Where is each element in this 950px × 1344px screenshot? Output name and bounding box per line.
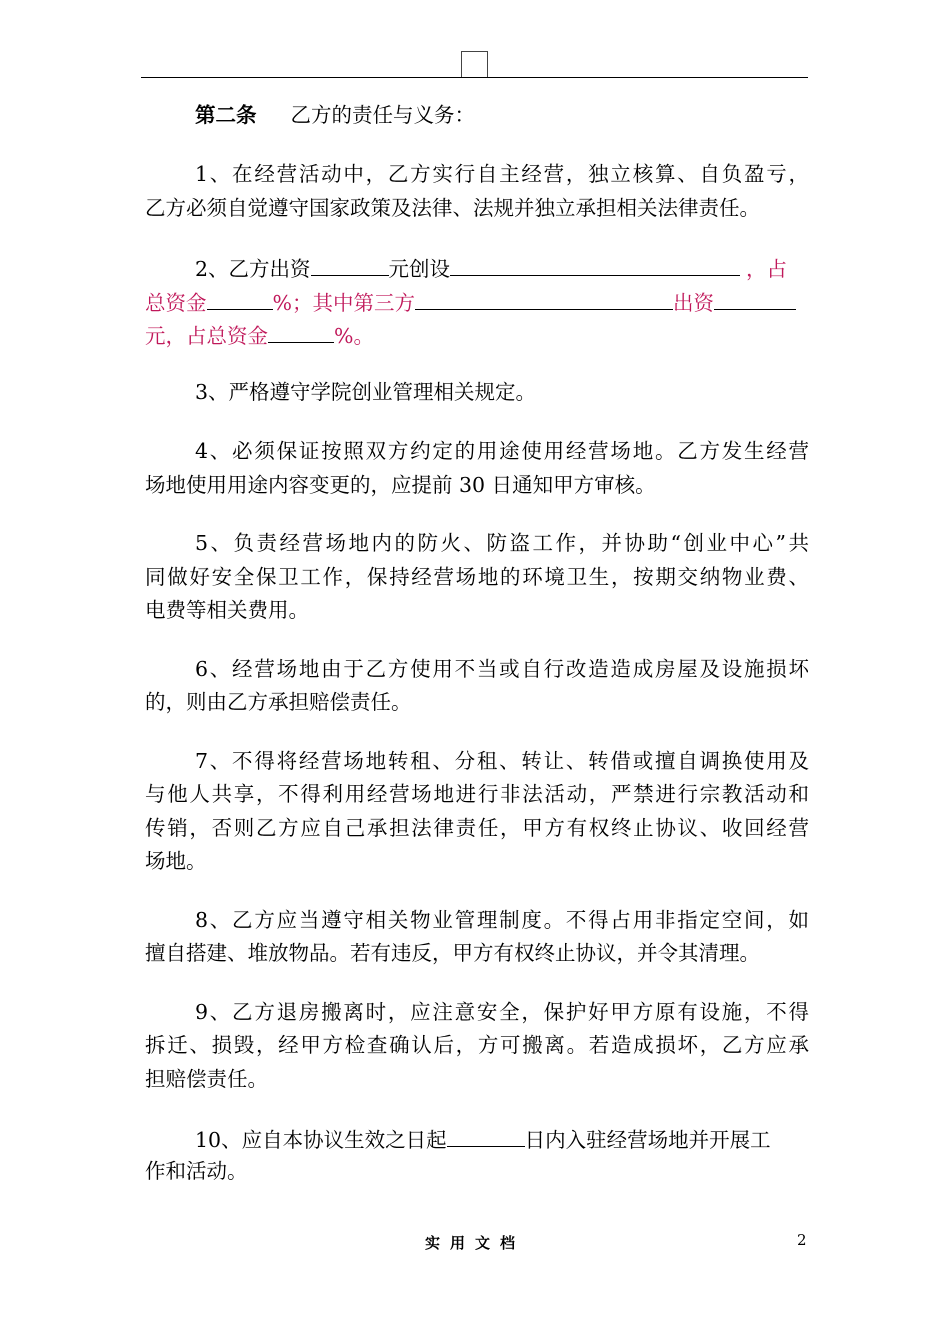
- clause-2-line-3: [145, 320, 374, 350]
- page-number: 2: [797, 1231, 807, 1249]
- clause-7-line-2: 与他人共享，不得利用经营场地进行非法活动，严禁进行宗教活动和: [145, 782, 809, 806]
- clause-9-line-1: 9、乙方退房搬离时，应注意安全，保护好甲方原有设施，不得: [195, 1000, 809, 1024]
- third-party-name-blank[interactable]: [415, 287, 673, 310]
- clause-10-text: 日内入驻经营场地并开展工: [524, 1128, 771, 1152]
- clause-1-line-1: 1、在经营活动中，乙方实行自主经营，独立核算、自负盈亏，: [195, 162, 809, 186]
- clause-2-red-text: 出资: [672, 291, 714, 315]
- clause-3-line-1: 3、严格遵守学院创业管理相关规定。: [195, 380, 537, 404]
- clause-2-red-text: 总资金: [145, 291, 207, 315]
- clause-7-line-3: 传销，否则乙方应自己承担法律责任，甲方有权终止协议、收回经营: [145, 816, 809, 840]
- investment-amount-blank[interactable]: [311, 253, 389, 276]
- clause-7-line-4: 场地。: [145, 849, 207, 873]
- clause-4-line-2: 场地使用用途内容变更的，应提前 30 日通知甲方审核。: [145, 473, 656, 497]
- clause-6-line-2: 的，则由乙方承担赔偿责任。: [145, 690, 412, 714]
- clause-7-line-1: 7、不得将经营场地转租、分租、转让、转借或擅自调换使用及: [195, 749, 809, 773]
- clause-2-text: 2、乙方出资: [195, 257, 311, 281]
- clause-2-red-text: %；其中第三方: [272, 291, 415, 315]
- clause-2-red-text: 元，占总资金: [145, 324, 268, 348]
- clause-9-line-2: 拆迁、损毁，经甲方检查确认后，方可搬离。若造成损坏，乙方应承: [145, 1033, 809, 1057]
- move-in-days-blank[interactable]: [447, 1124, 525, 1147]
- clause-10-text: 10、应自本协议生效之日起: [195, 1128, 447, 1152]
- business-name-blank[interactable]: [450, 253, 740, 276]
- clause-5-line-2: 同做好安全保卫工作，保持经营场地的环境卫生，按期交纳物业费、: [145, 565, 809, 589]
- clause-10-line-1: [195, 1124, 771, 1154]
- clause-5-line-1: 5、负责经营场地内的防火、防盗工作，并协助“创业中心”共: [195, 531, 809, 555]
- header-rule: [141, 77, 808, 78]
- article-heading: [195, 101, 475, 129]
- clause-2-red-text: %。: [334, 324, 374, 348]
- clause-6-line-1: 6、经营场地由于乙方使用不当或自行改造造成房屋及设施损坏: [195, 657, 809, 681]
- clause-2-red-text: ，占: [746, 257, 788, 281]
- third-party-amount-blank[interactable]: [714, 287, 796, 310]
- clause-8-line-1: 8、乙方应当遵守相关物业管理制度。不得占用非指定空间，如: [195, 908, 809, 932]
- clause-5-line-3: 电费等相关费用。: [145, 598, 309, 622]
- share-percent-blank[interactable]: [207, 287, 273, 310]
- footer-label: 实用文档: [424, 1234, 525, 1252]
- clause-2-text: 元创设: [388, 257, 451, 281]
- clause-2-line-1: [195, 253, 787, 283]
- clause-10-line-2: 作和活动。: [145, 1159, 248, 1183]
- clause-9-line-3: 担赔偿责任。: [145, 1067, 268, 1091]
- clause-4-line-1: 4、必须保证按照双方约定的用途使用经营场地。乙方发生经营: [195, 439, 809, 463]
- clause-1-line-2: 乙方必须自觉遵守国家政策及法律、法规并独立承担相关法律责任。: [145, 196, 760, 220]
- third-party-percent-blank[interactable]: [268, 320, 334, 343]
- clause-2-line-2: [145, 287, 796, 317]
- article-title: 乙方的责任与义务：: [290, 103, 475, 127]
- article-number: 第二条: [195, 103, 257, 127]
- clause-8-line-2: 擅自搭建、堆放物品。若有违反，甲方有权终止协议，并令其清理。: [145, 941, 760, 965]
- header-box: [461, 51, 488, 77]
